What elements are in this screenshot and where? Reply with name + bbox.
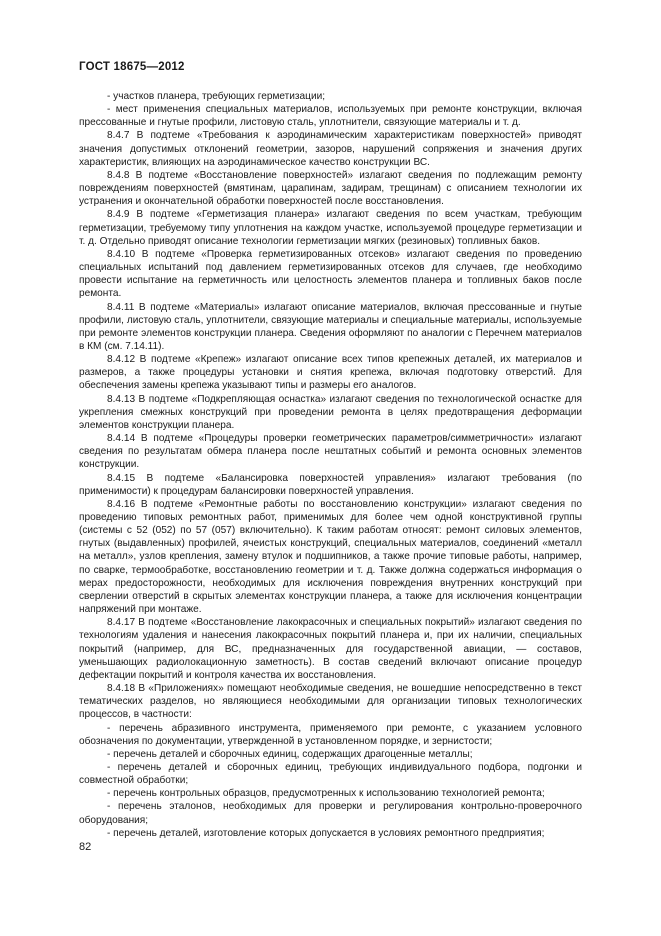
paragraph: - перечень деталей и сборочных единиц, содержащих драгоценные металлы; <box>107 748 473 760</box>
paragraph: 8.4.9 В подтеме «Герметизация планера» излагают сведения по всем участкам, требующим герметизации, требуемому типу уплотнения на каждом участке, используемой процедуре герметизации и т. д. Отдельно приводят описание технологии герметизации мягких (резиновых) топливных баков. <box>79 209 582 247</box>
paragraph: - перечень абразивного инструмента, применяемого при ремонте, с указанием условного обозначения по документации, утвержденной в установленном порядке, и зернистости; <box>79 722 582 747</box>
paragraph: - перечень деталей и сборочных единиц, требующих индивидуального подбора, подгонки и совместной обработки; <box>79 761 582 787</box>
document-header: ГОСТ 18675—2012 <box>79 61 185 73</box>
paragraph: 8.4.16 В подтеме «Ремонтные работы по восстановлению конструкции» излагают сведения по проведению типовых ремонтных работ, применимых для более чем одной конструктивной группы (системы с 52 (052) по 57 (057) включительно). К таким работам относят: ремонт силовых элементов, гнутых (выдавленных) профилей, ячеистых конструкций, специальных материалов, соединений «металл на металл», узлов крепления, замену втулок и подшипников, а также прочие типовые работы, например, по сварке, термообработке, восстановлению геометрии и т. д. Также должна содержаться информация о мерах предосторожности, необходимых для исключения повреждения внутренних конструкций при сверлении отверстий в скрытых элементах конструкции планера, а также для исключения концентрации напряжений при монтаже. <box>79 498 582 616</box>
paragraph: 8.4.12 В подтеме «Крепеж» излагают описание всех типов крепежных деталей, их материалов и размеров, а также процедуры установки и снятия крепежа, включая подготовку отверстий. Для обеспечения замены крепежа указывают типы и размеры его аналогов. <box>79 354 582 392</box>
paragraph: - перечень контрольных образцов, предусмотренных к использованию технологией ремонта; <box>107 788 545 800</box>
page-number: 82 <box>79 841 92 853</box>
paragraph: - перечень эталонов, необходимых для проверки и регулирования контрольно-проверочного оборудования; <box>79 801 582 826</box>
document-body <box>79 90 582 840</box>
paragraph: - перечень деталей, изготовление которых допускается в условиях ремонтного предприятия; <box>107 827 545 839</box>
paragraph: 8.4.14 В подтеме «Процедуры проверки геометрических параметров/симметричности» излагают сведения по результатам обмера планера после нештатных событий и ремонта основных элементов конструкции. <box>79 433 582 471</box>
paragraph: - участков планера, требующих герметизации; <box>107 91 326 102</box>
paragraph: 8.4.11 В подтеме «Материалы» излагают описание материалов, включая прессованные и гнутые профили, листовую сталь, уплотнители, связующие материалы и специальные материалы, используемые при ремонте элементов конструкции планера. Сведения оформляют по аналогии с Перечнем материалов в КМ (см. 7.14.11). <box>79 301 582 352</box>
paragraph: 8.4.13 В подтеме «Подкрепляющая оснастка» излагают сведения по технологической оснастке для укрепления смежных конструкций при проведении ремонта в целях предотвращения деформации элементов конструкции планера. <box>79 393 582 431</box>
paragraph: 8.4.18 В «Приложениях» помещают необходимые сведения, не вошедшие непосредственно в текст тематических разделов, но являющиеся необходимыми для организации типовых технологических процессов, в частности: <box>79 683 582 721</box>
paragraph: 8.4.10 В подтеме «Проверка герметизированных отсеков» излагают сведения по проведению специальных испытаний под давлением герметизированных отсеков для случаев, где необходимо провести испытание на герметичность или целостность элементов планера и топливных баков после ремонта. <box>79 248 582 300</box>
paragraph: 8.4.17 В подтеме «Восстановление лакокрасочных и специальных покрытий» излагают сведения по технологиям удаления и нанесения лакокрасочных покрытий планера и, при их наличии, специальных покрытий (например, для ВС, предназначенных для государственной авиации, — составов, уменьшающих радиолокационную заметность). В состав сведений включают описание процедур дефектации покрытий и контроля качества их восстановления. <box>79 617 582 681</box>
paragraph: 8.4.15 В подтеме «Балансировка поверхностей управления» излагают требования (по применимости) к процедурам балансировки поверхностей управления. <box>79 472 582 497</box>
paragraph: 8.4.8 В подтеме «Восстановление поверхностей» излагают сведения по подлежащим ремонту повреждениям поверхностей (вмятинам, царапинам, задирам, трещинам) с описанием технологии их устранения и окончательной обработки поверхностей после восстановления. <box>79 169 582 208</box>
paragraph: 8.4.7 В подтеме «Требования к аэродинамическим характеристикам поверхностей» приводят значения допустимых отклонений геометрии, зазоров, нарушений сопряжения и значения других характеристик, влияющих на аэродинамическое качество конструкции ВС. <box>79 130 582 168</box>
paragraph: - мест применения специальных материалов, используемых при ремонте конструкции, включая прессованные и гнутые профили, листовую сталь, уплотнители, связующие материалы и т. д. <box>79 104 582 129</box>
